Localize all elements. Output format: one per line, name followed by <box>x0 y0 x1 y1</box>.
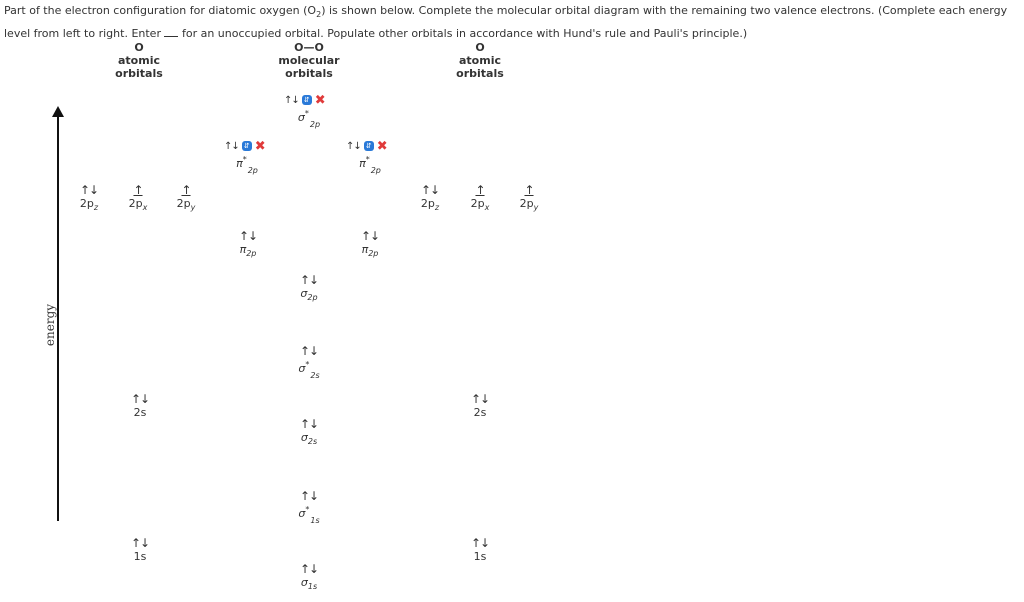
star-superscript: * <box>305 360 310 369</box>
orbital-sub: x <box>484 203 490 212</box>
greek-letter: σ <box>298 507 306 520</box>
pi-star-2p-right-label <box>340 153 400 177</box>
sigma-star-2s-orbital <box>279 345 339 382</box>
selector-value[interactable]: ↑↓ <box>346 140 361 152</box>
star-superscript: * <box>304 109 309 118</box>
sigma-2s-orbital <box>279 418 339 448</box>
orbital-sub: x <box>142 203 148 212</box>
orbital-label: 2s <box>473 406 487 419</box>
chevron-updown-icon[interactable]: ⇵ <box>302 95 312 105</box>
sigma-star-1s-orbital <box>279 490 339 527</box>
chevron-updown-icon[interactable]: ⇵ <box>242 141 252 151</box>
header-middle-line2: orbitals <box>285 67 333 80</box>
red-x-icon[interactable]: ✖ <box>254 138 266 154</box>
orbital-label: 2p <box>420 197 435 210</box>
orbital-sub: z <box>93 203 99 212</box>
sigma-2p-orbital <box>279 274 339 304</box>
star-superscript: * <box>365 155 370 164</box>
star-superscript: * <box>305 505 310 514</box>
orbital-sub: z <box>434 203 440 212</box>
electron-arrows: ↑↓ <box>420 183 440 197</box>
selector-value[interactable]: ↑↓ <box>224 140 239 152</box>
electron-arrows: ↑↓ <box>130 392 150 406</box>
instr-text-3: for an unoccupied orbital. Populate other orbitals in accordance with Hund's rule and Pauli's principle.) <box>181 27 748 41</box>
instr-sub: 2 <box>316 10 322 20</box>
electron-arrows: ↑ <box>133 183 143 197</box>
orbital-sub: 2s <box>307 437 318 446</box>
electron-arrows: ↑↓ <box>299 273 319 287</box>
red-x-icon[interactable]: ✖ <box>376 138 388 154</box>
orbital-sub: y <box>533 203 539 212</box>
electron-arrows: ↑↓ <box>470 536 490 550</box>
orbital-label: 2p <box>79 197 94 210</box>
electron-arrows: ↑ <box>524 183 534 197</box>
instr-text-2: ) is shown below. Complete the molecular orbital diagram with the remaining two valence electrons. (Complete each energy level from left to right. Enter <box>4 4 1008 41</box>
sigma-star-2p-label <box>279 107 339 131</box>
orbital-label: 2p <box>128 197 143 210</box>
greek-letter: σ <box>297 111 305 124</box>
chevron-updown-icon[interactable]: ⇵ <box>364 141 374 151</box>
header-middle-symbol: O—O <box>294 41 324 54</box>
header-molecular <box>254 41 364 80</box>
energy-axis <box>57 114 59 521</box>
instr-text-1: Part of the electron configuration for diatomic oxygen (O <box>4 4 317 17</box>
greek-letter: π <box>239 243 247 256</box>
orbital-sub: 1s <box>310 516 320 525</box>
greek-letter: σ <box>298 362 306 375</box>
greek-letter: π <box>236 157 243 170</box>
orbital-sub: 2s <box>310 371 320 380</box>
header-right-symbol: O <box>475 41 485 54</box>
electron-arrows: ↑↓ <box>299 489 319 503</box>
greek-letter: σ <box>300 576 308 589</box>
orbital-label: 2s <box>133 406 147 419</box>
star-superscript: * <box>242 155 247 164</box>
header-left-line1: atomic <box>118 54 160 67</box>
electron-arrows: ↑↓ <box>238 229 258 243</box>
electron-arrows: ↑↓ <box>79 183 99 197</box>
header-left-symbol: O <box>134 41 144 54</box>
pi-star-2p-left-selector[interactable] <box>224 139 266 153</box>
question-instructions <box>4 1 1018 43</box>
orbital-label: 2p <box>176 197 191 210</box>
pi-2p-right-orbital <box>340 230 400 260</box>
pi-star-2p-right-selector[interactable] <box>346 139 388 153</box>
header-right-atomic <box>425 41 535 80</box>
left-2py-orbital <box>156 184 216 214</box>
electron-arrows: ↑ <box>181 183 191 197</box>
greek-letter: σ <box>300 431 308 444</box>
electron-arrows: ↑↓ <box>299 562 319 576</box>
orbital-label: 1s <box>133 550 147 563</box>
pi-star-2p-left-label <box>217 153 277 177</box>
electron-arrows: ↑↓ <box>470 392 490 406</box>
header-right-line2: orbitals <box>456 67 504 80</box>
header-left-line2: orbitals <box>115 67 163 80</box>
orbital-label: 2p <box>519 197 534 210</box>
right-1s-orbital <box>450 537 510 563</box>
orbital-label: 2p <box>470 197 485 210</box>
left-1s-orbital <box>110 537 170 563</box>
selector-value[interactable]: ↑↓ <box>284 94 299 106</box>
electron-arrows: ↑↓ <box>130 536 150 550</box>
electron-arrows: ↑ <box>475 183 485 197</box>
right-2s-orbital <box>450 393 510 419</box>
orbital-sub: 2p <box>307 293 318 302</box>
header-left-atomic <box>84 41 194 80</box>
sigma-star-2p-selector[interactable] <box>284 93 326 107</box>
energy-axis-label: energy <box>43 303 57 347</box>
orbital-sub: 2p <box>247 166 258 175</box>
electron-arrows: ↑↓ <box>299 344 319 358</box>
blank-placeholder <box>164 27 178 37</box>
header-middle-line1: molecular <box>278 54 340 67</box>
orbital-sub: 1s <box>307 582 318 591</box>
red-x-icon[interactable]: ✖ <box>314 92 326 108</box>
header-right-line1: atomic <box>459 54 501 67</box>
orbital-sub: 2p <box>246 249 257 258</box>
orbital-sub: 2p <box>368 249 379 258</box>
left-2s-orbital <box>110 393 170 419</box>
orbital-sub: 2p <box>370 166 381 175</box>
electron-arrows: ↑↓ <box>360 229 380 243</box>
greek-letter: σ <box>300 287 308 300</box>
greek-letter: π <box>359 157 366 170</box>
orbital-sub: 2p <box>309 120 321 129</box>
greek-letter: π <box>361 243 369 256</box>
pi-2p-left-orbital <box>218 230 278 260</box>
orbital-sub: y <box>190 203 196 212</box>
orbital-label: 1s <box>473 550 487 563</box>
right-2py-orbital <box>499 184 559 214</box>
electron-arrows: ↑↓ <box>299 417 319 431</box>
sigma-1s-orbital <box>279 563 339 593</box>
